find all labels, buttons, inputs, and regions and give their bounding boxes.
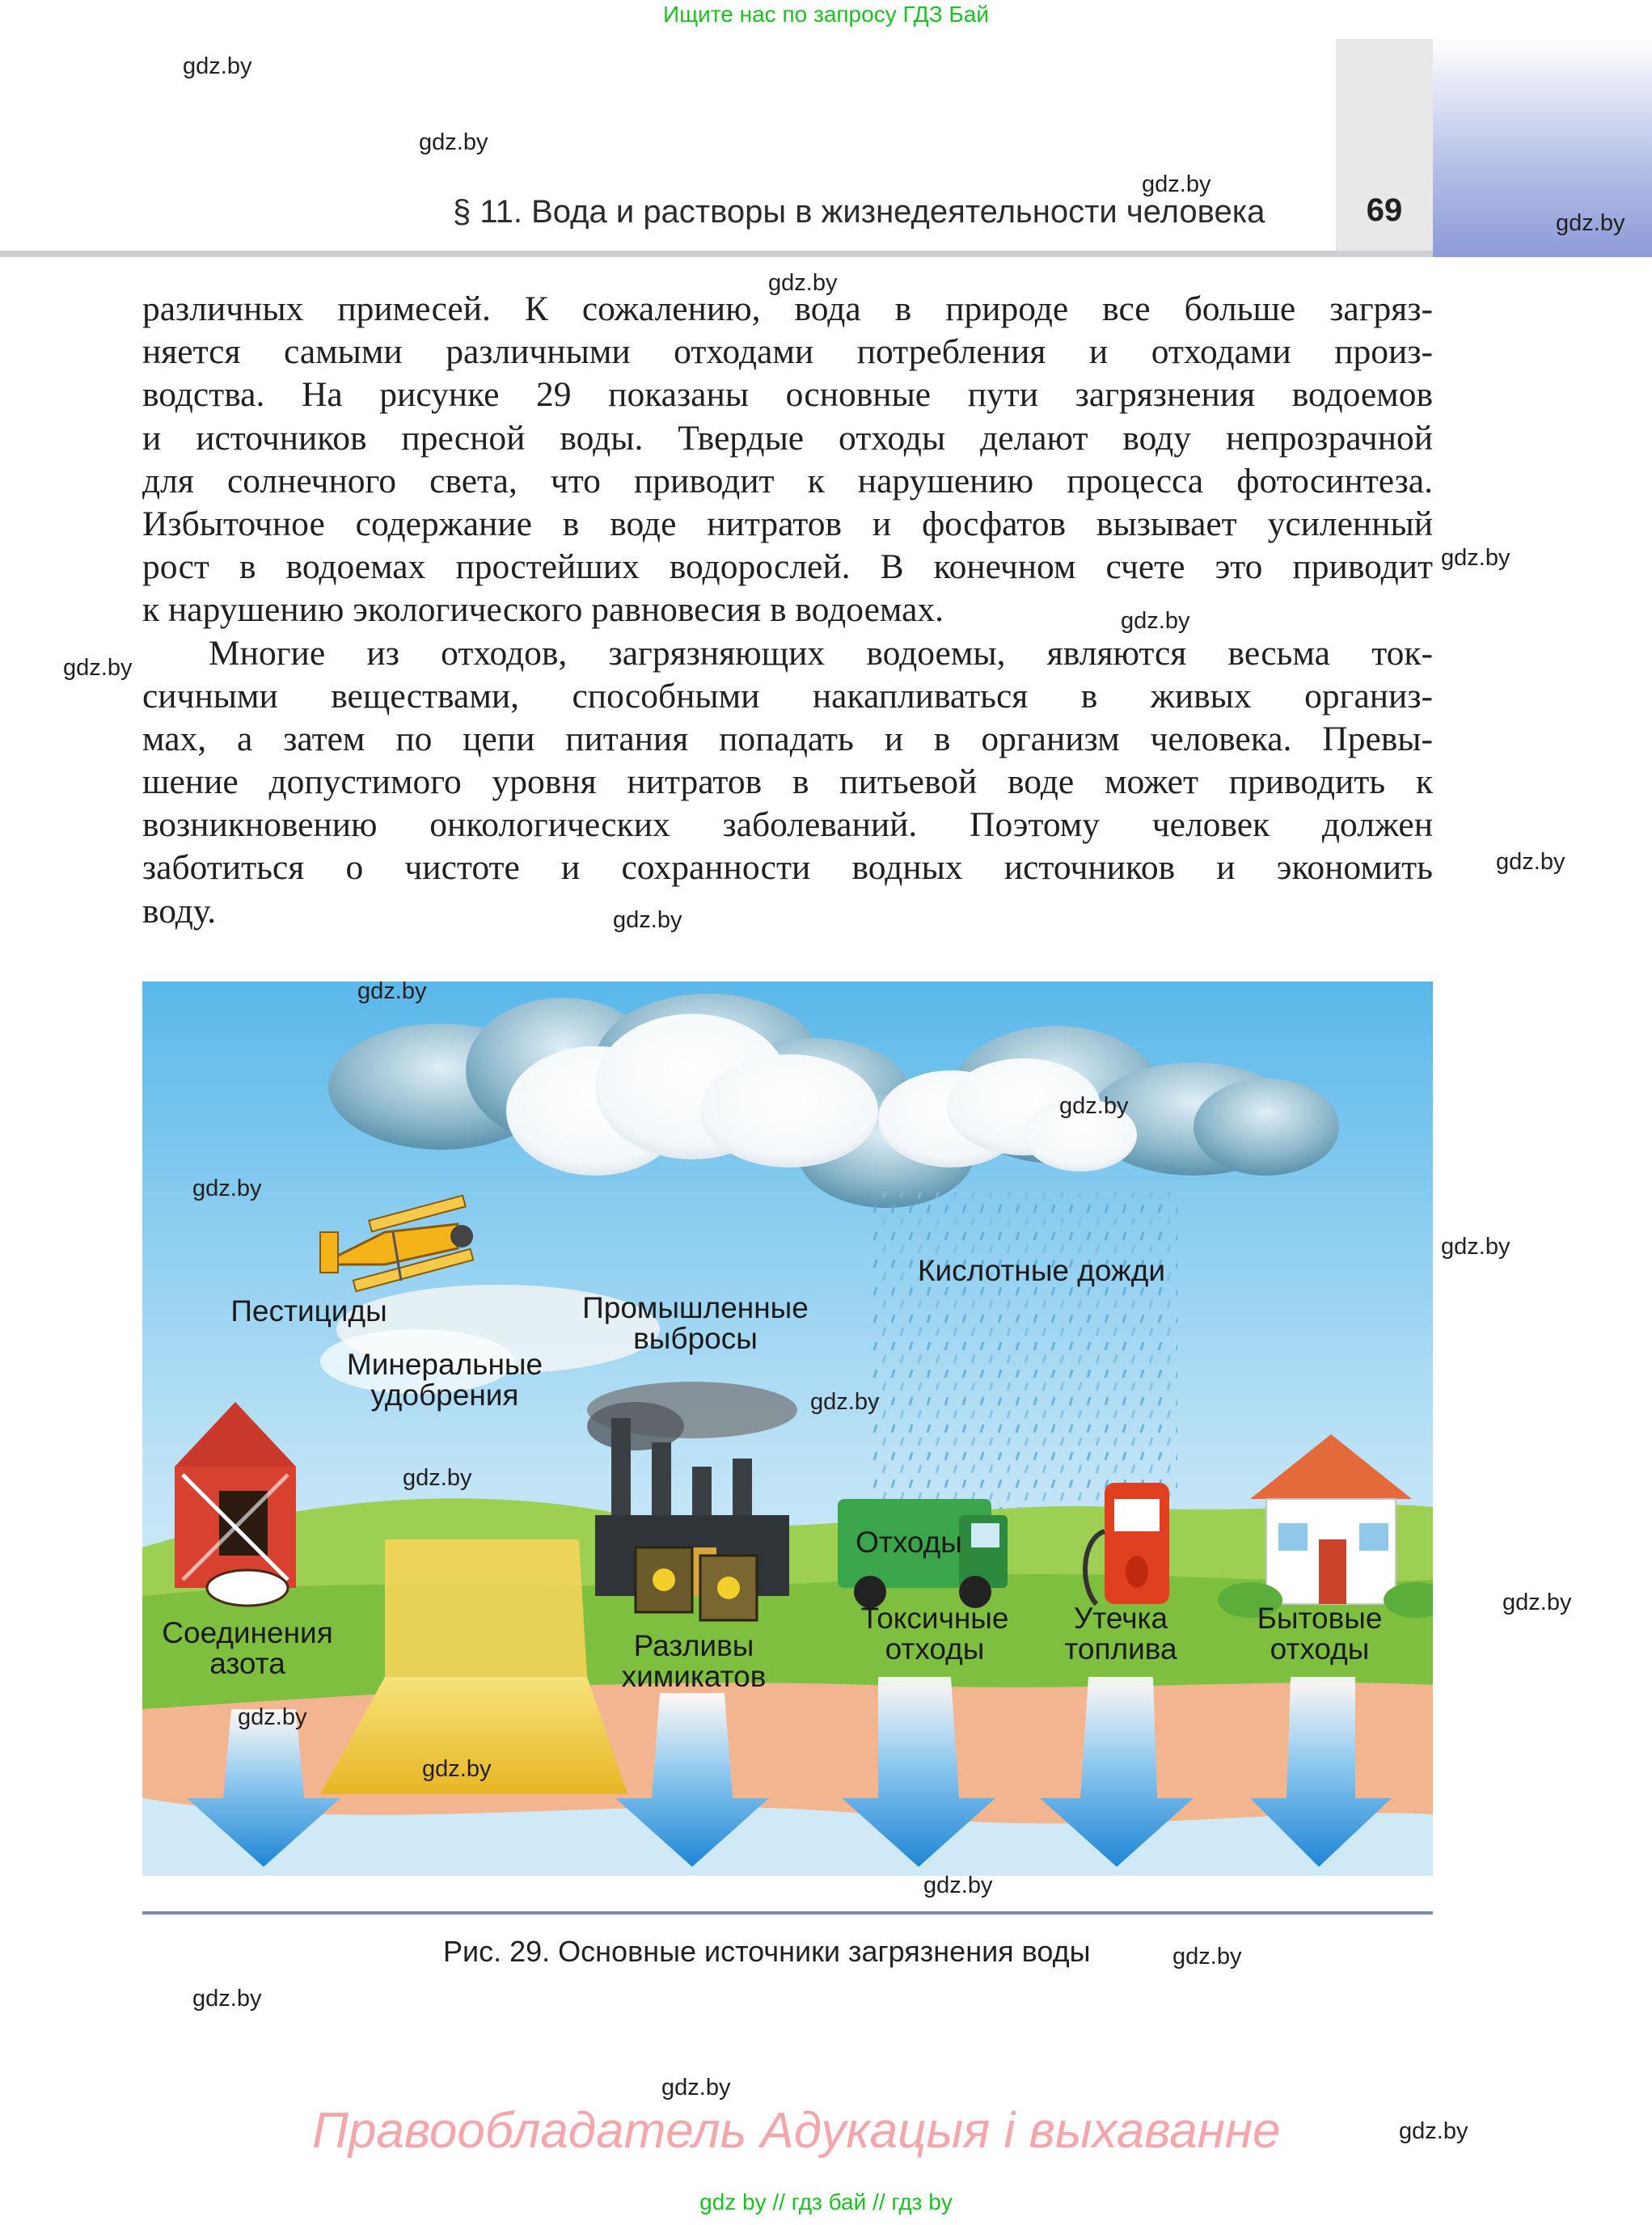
text-line: сичными веществами, способными накапливаться в живых организ- [142,676,1433,716]
text-line: различных примесей. К сожалению, вода в природе все больше загряз- [142,289,1433,328]
text-line: возникновению онкологических заболеваний. Поэтому человек должен [142,805,1433,845]
text-line: к нарушению экологического равновесия в водоемах. [142,590,944,630]
figure-rule [142,1911,1433,1915]
label-pesticides: Пестициды [230,1294,387,1328]
label-industrial-2: выбросы [633,1322,758,1355]
watermark: gdz.by [1059,1093,1129,1119]
header-rule [0,251,1433,257]
watermark: gdz.by [1496,849,1565,875]
watermark: gdz.by [63,655,133,681]
watermark: gdz.by [422,1756,492,1782]
watermark: gdz.by [661,2075,731,2100]
figure-caption: Рис. 29. Основные источники загрязнения воды [443,1935,1091,1968]
watermark: gdz.by [1441,1234,1510,1260]
label-fertilizers-2: удобрения [370,1378,519,1412]
label-fuel-1: Утечка [1073,1602,1168,1635]
label-toxic-1: Токсичные [860,1602,1009,1635]
watermark: gdz.by [810,1389,880,1415]
label-fertilizers-1: Минеральные [346,1348,543,1381]
watermark: gdz.by [1556,210,1625,236]
top-banner: Ищите нас по запросу ГДЗ Бай [662,2,990,27]
watermark: gdz.by [357,978,427,1004]
text-line: воду. [142,891,217,931]
watermark: gdz.by [183,53,252,79]
watermark: gdz.by [1142,171,1211,197]
text-line: мах, а затем по цепи питания попадать и в организм человека. Превы- [142,719,1433,758]
text-line: рост в водоемах простейших водорослей. В конечном счете это приводит [142,547,1433,587]
watermark: gdz.by [192,1986,262,2012]
watermark: gdz.by [1502,1590,1572,1615]
watermark: gdz.by [1172,1944,1242,1970]
watermark: gdz.by [238,1704,307,1730]
text-line: водства. На рисунке 29 показаны основные пути загрязнения водоемов [142,375,1433,415]
body-text [142,288,1433,933]
footer-links[interactable]: gdz by // гдз бай // гдз by [699,2189,953,2214]
copyright: Правообладатель Адукацыя і выхаванне [312,2103,1281,2159]
label-nitrogen-1: Соединения [162,1616,333,1649]
text-line: Многие из отходов, загрязняющих водоемы, являются весьма ток- [209,633,1433,673]
section-title: § 11. Вода и растворы в жизнедеятельности человека [453,194,1265,230]
text-line: няется самыми различными отходами потребления и отходами произ- [142,332,1433,372]
text-line: заботиться о чистоте и сохранности водных источников и экономить [142,848,1433,888]
label-waste: Отходы [856,1526,962,1559]
text-line: Избыточное содержание в воде нитратов и фосфатов вызывает усиленный [142,504,1433,543]
label-household-1: Бытовые [1257,1602,1383,1635]
watermark: gdz.by [192,1176,262,1201]
label-nitrogen-2: азота [209,1647,285,1680]
watermark: gdz.by [613,907,682,933]
watermark: gdz.by [419,129,488,155]
watermark: gdz.by [768,270,838,296]
watermark: gdz.by [923,1872,993,1898]
text-line: для солнечного света, что приводит к нарушению процесса фотосинтеза. [142,461,1433,500]
label-household-2: отходы [1270,1632,1370,1666]
label-chemicals-2: химикатов [621,1660,767,1693]
watermark: gdz.by [403,1465,472,1491]
page-number: 69 [1366,192,1403,228]
label-fuel-2: топлива [1064,1632,1177,1666]
watermark: gdz.by [1399,2118,1468,2144]
label-acid-rain: Кислотные дожди [917,1254,1166,1287]
watermark: gdz.by [1121,608,1190,634]
text-line: шение допустимого уровня нитратов в питьевой воде может приводить к [142,762,1433,802]
pollution-illustration [142,982,1433,1876]
pollution-figure [142,982,1433,1876]
label-industrial-1: Промышленные [582,1291,809,1324]
text-line: и источников пресной воды. Твердые отходы делают воду непрозрачной [142,418,1433,458]
label-chemicals-1: Разливы [633,1629,754,1662]
label-toxic-2: отходы [885,1632,985,1666]
watermark: gdz.by [1441,545,1510,571]
